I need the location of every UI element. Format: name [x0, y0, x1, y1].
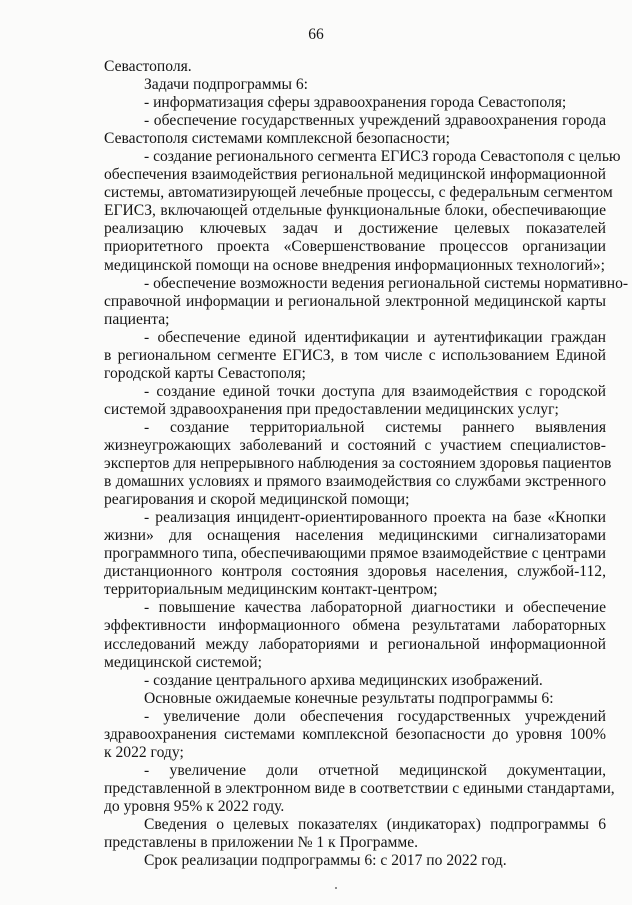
text-line: справочной информации и региональной электронной медицинской карты: [104, 292, 606, 310]
text-line: городской карты Севастополя;: [104, 364, 306, 382]
text-line: ЕГИСЗ, включающей отдельные функциональные блоки, обеспечивающие: [104, 202, 606, 220]
text-line: обеспечения взаимодействия региональной медицинской информационной: [104, 166, 606, 184]
text-line: территориальным медицинским контакт-центром;: [104, 581, 438, 599]
text-line: - повышение качества лабораторной диагностики и обеспечение: [144, 599, 606, 617]
page-number: 66: [308, 26, 324, 43]
text-line: медицинской помощи на основе внедрения информационных технологий»;: [104, 256, 605, 274]
text-line: - создание регионального сегмента ЕГИСЗ города Севастополя с целью: [144, 148, 621, 166]
text-line: представленной в электронном виде в соответствии с едиными стандартами,: [104, 779, 615, 797]
text-line: реагирования и скорой медицинской помощи;: [104, 491, 410, 509]
text-line: - обеспечение единой идентификации и аутентификации граждан: [144, 328, 606, 346]
text-line: в домашних условиях и прямого взаимодействия со службами экстренного: [104, 473, 606, 491]
text-line: дистанционного контроля состояния здоровья населения, службой-112,: [104, 563, 606, 581]
text-line: пациента;: [104, 310, 170, 328]
text-line: системой здравоохранения при предоставлении медицинских услуг;: [104, 400, 559, 418]
text-line: - создание единой точки доступа для взаимодействия с городской: [144, 382, 606, 400]
text-line: Севастополя системами комплексной безопасности;: [104, 130, 450, 148]
text-line: Задачи подпрограммы 6:: [144, 76, 308, 94]
text-line: - увеличение доли обеспечения государственных учреждений: [144, 707, 606, 725]
text-line: в региональном сегменте ЕГИСЗ, в том числе с использованием Единой: [104, 346, 606, 364]
text-line: системы, автоматизирующей лечебные процессы, с федеральным сегментом: [104, 184, 613, 202]
text-line: представлены в приложении № 1 к Программе.: [104, 834, 419, 852]
text-line: экспертов для непрерывного наблюдения за состоянием здоровья пациентов: [104, 455, 612, 473]
text-line: исследований между лабораториями и региональной информационной: [104, 635, 606, 653]
text-line: Основные ожидаемые конечные результаты подпрограммы 6:: [144, 689, 554, 707]
document-body: [104, 58, 629, 870]
text-line: Срок реализации подпрограммы 6: с 2017 по 2022 год.: [144, 852, 507, 870]
text-line: - информатизация сферы здравоохранения города Севастополя;: [144, 94, 567, 112]
text-line: эффективности информационного обмена результатами лабораторных: [104, 617, 606, 635]
text-line: - обеспечение возможности ведения региональной системы нормативно-: [144, 274, 629, 292]
text-line: до уровня 95% к 2022 году.: [104, 797, 285, 815]
text-line: здравоохранения системами комплексной безопасности до уровня 100%: [104, 725, 606, 743]
text-line: жизнеугрожающих заболеваний и состояний с участием специалистов-: [104, 436, 606, 454]
text-line: Сведения о целевых показателях (индикаторах) подпрограммы 6: [144, 815, 606, 833]
text-line: Севастополя.: [104, 58, 192, 75]
text-line: - обеспечение государственных учреждений здравоохранения города: [144, 112, 606, 130]
text-line: медицинской системой;: [104, 653, 262, 671]
text-line: - увеличение доли отчетной медицинской документации,: [144, 761, 606, 779]
text-line: жизни» для оснащения населения медицинскими сигнализаторами: [104, 527, 606, 545]
text-line: реализацию ключевых задач и достижение целевых показателей: [104, 220, 606, 238]
text-line: к 2022 году;: [104, 743, 184, 761]
text-line: программного типа, обеспечивающими прямое взаимодействие с центрами: [104, 545, 606, 563]
text-line: приоритетного проекта «Совершенствование процессов организации: [104, 238, 606, 256]
text-line: - создание центрального архива медицинских изображений.: [144, 671, 543, 689]
text-line: - создание территориальной системы раннего выявления: [144, 418, 606, 436]
scan-speck: [335, 887, 337, 889]
text-line: - реализация инцидент-ориентированного проекта на базе «Кнопки: [144, 509, 606, 527]
